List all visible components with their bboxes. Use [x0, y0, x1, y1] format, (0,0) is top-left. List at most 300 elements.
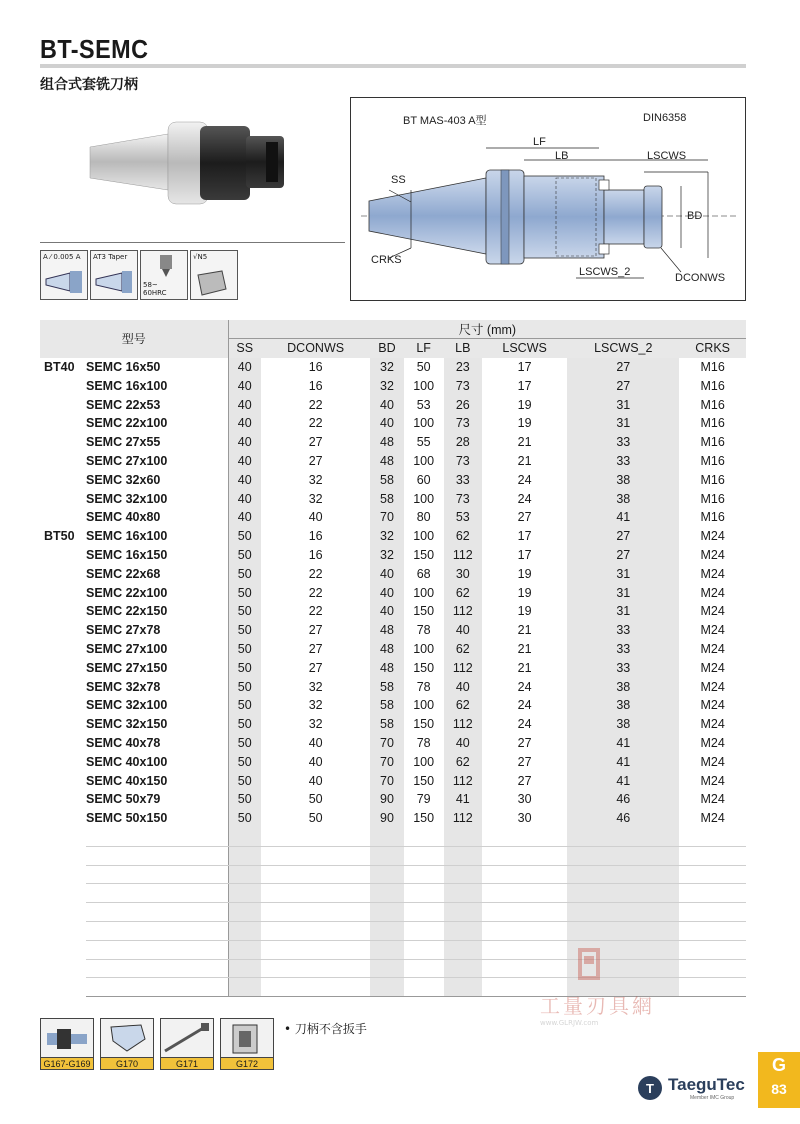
- value-cell: 27: [308, 623, 323, 638]
- series-cell: [40, 602, 86, 621]
- table-row: [40, 358, 746, 377]
- series-cell: [40, 621, 86, 640]
- value-cell: 19: [517, 416, 532, 431]
- model-cell: SEMC 40x78: [86, 735, 161, 750]
- value-cell: 40: [444, 621, 482, 640]
- table-row: [40, 583, 746, 602]
- value-cell: M16: [700, 453, 725, 468]
- series-cell: [40, 564, 86, 583]
- table-row: [40, 752, 746, 771]
- value-cell: 19: [517, 566, 532, 581]
- technical-drawing: [350, 97, 746, 301]
- value-cell: 40: [444, 734, 482, 753]
- value-cell: 40: [308, 773, 323, 788]
- value-cell: 27: [567, 358, 679, 377]
- table-row: [40, 433, 746, 452]
- value-cell: 40: [370, 583, 403, 602]
- value-cell: 40: [308, 510, 323, 525]
- value-cell: 112: [444, 546, 482, 565]
- value-cell: 50: [228, 809, 261, 828]
- empty-row: [40, 846, 746, 865]
- standard-label: BT MAS-403 A型: [403, 115, 487, 127]
- drawing-svg: [351, 98, 745, 300]
- value-cell: M24: [700, 566, 725, 581]
- value-cell: 23: [444, 358, 482, 377]
- model-cell: SEMC 32x100: [86, 491, 168, 506]
- accessory-row: [40, 1018, 274, 1070]
- note-text: • 刀柄不含扳手: [284, 1022, 367, 1036]
- empty-row: [40, 884, 746, 903]
- value-cell: 150: [413, 773, 435, 788]
- value-cell: 31: [567, 583, 679, 602]
- dimension-table: [40, 320, 746, 997]
- empty-row: [40, 828, 746, 847]
- value-cell: M24: [700, 679, 725, 694]
- lb-label: LB: [555, 150, 569, 162]
- value-cell: 24: [517, 698, 532, 713]
- value-cell: 40: [370, 395, 403, 414]
- value-cell: 17: [517, 378, 532, 393]
- table-row: [40, 658, 746, 677]
- value-cell: 26: [444, 395, 482, 414]
- lf-label: LF: [533, 136, 546, 148]
- model-cell: SEMC 27x55: [86, 435, 161, 450]
- value-cell: 41: [567, 771, 679, 790]
- table-row: [40, 809, 746, 828]
- svg-text:T: T: [646, 1081, 654, 1096]
- value-cell: 22: [308, 397, 323, 412]
- value-cell: 32: [370, 376, 403, 395]
- table-row: [40, 376, 746, 395]
- value-cell: 48: [370, 658, 403, 677]
- value-cell: 53: [444, 508, 482, 527]
- model-cell: SEMC 40x100: [86, 754, 168, 769]
- value-cell: 150: [413, 717, 435, 732]
- series-cell: [40, 452, 86, 471]
- accessory-item[interactable]: G170: [100, 1018, 154, 1070]
- value-cell: 50: [228, 677, 261, 696]
- value-cell: 100: [413, 453, 435, 468]
- value-cell: 22: [308, 416, 323, 431]
- value-cell: 27: [567, 546, 679, 565]
- value-cell: 90: [370, 809, 403, 828]
- model-cell: SEMC 32x100: [86, 698, 168, 713]
- value-cell: 112: [444, 809, 482, 828]
- model-cell: SEMC 22x68: [86, 566, 161, 581]
- value-cell: 40: [370, 414, 403, 433]
- accessory-item[interactable]: G167-G169: [40, 1018, 94, 1070]
- series-cell: [40, 715, 86, 734]
- value-cell: 70: [370, 771, 403, 790]
- value-cell: 41: [444, 790, 482, 809]
- value-cell: 100: [413, 378, 435, 393]
- value-cell: 27: [308, 435, 323, 450]
- series-cell: [40, 470, 86, 489]
- value-cell: 33: [567, 433, 679, 452]
- column-header: LB: [444, 339, 482, 358]
- value-cell: 46: [567, 790, 679, 809]
- table-row: [40, 771, 746, 790]
- table-row: [40, 546, 746, 565]
- table-row: [40, 696, 746, 715]
- series-cell: [40, 771, 86, 790]
- model-cell: SEMC 27x78: [86, 623, 161, 638]
- value-cell: M16: [700, 435, 725, 450]
- model-cell: SEMC 22x53: [86, 397, 161, 412]
- value-cell: 40: [308, 754, 323, 769]
- table-row: [40, 508, 746, 527]
- dimension-header: 尺寸 (mm): [228, 320, 746, 339]
- value-cell: 100: [413, 698, 435, 713]
- value-cell: 40: [228, 470, 261, 489]
- value-cell: 31: [567, 564, 679, 583]
- value-cell: 50: [228, 771, 261, 790]
- value-cell: 79: [416, 792, 431, 807]
- table-row: [40, 677, 746, 696]
- column-header: SS: [228, 339, 261, 358]
- empty-row: [40, 922, 746, 941]
- column-header: LF: [404, 339, 444, 358]
- model-cell: SEMC 27x150: [86, 660, 168, 675]
- value-cell: 33: [567, 640, 679, 659]
- value-cell: 24: [517, 472, 532, 487]
- value-cell: 50: [228, 546, 261, 565]
- value-cell: 38: [567, 470, 679, 489]
- series-cell: [40, 489, 86, 508]
- model-cell: SEMC 32x78: [86, 679, 161, 694]
- value-cell: 16: [308, 359, 323, 374]
- value-cell: 70: [370, 508, 403, 527]
- value-cell: M16: [700, 416, 725, 431]
- value-cell: 31: [567, 395, 679, 414]
- series-cell: [40, 734, 86, 753]
- value-cell: 48: [370, 452, 403, 471]
- value-cell: 46: [567, 809, 679, 828]
- value-cell: M24: [700, 604, 725, 619]
- value-cell: M16: [700, 491, 725, 506]
- value-cell: 24: [517, 491, 532, 506]
- value-cell: 31: [567, 414, 679, 433]
- value-cell: 38: [567, 677, 679, 696]
- value-cell: 16: [308, 378, 323, 393]
- value-cell: 40: [228, 376, 261, 395]
- value-cell: 40: [228, 452, 261, 471]
- value-cell: 100: [413, 585, 435, 600]
- value-cell: 50: [228, 583, 261, 602]
- empty-row: [40, 865, 746, 884]
- table-row: [40, 734, 746, 753]
- series-cell: [40, 809, 86, 828]
- value-cell: 100: [413, 416, 435, 431]
- value-cell: M24: [700, 735, 725, 750]
- value-cell: M16: [700, 472, 725, 487]
- value-cell: 48: [370, 640, 403, 659]
- accessory-item[interactable]: G172: [220, 1018, 274, 1070]
- hardness-icon: 58~ 60HRC: [140, 250, 188, 300]
- value-cell: 16: [308, 547, 323, 562]
- value-cell: 38: [567, 715, 679, 734]
- value-cell: 22: [308, 604, 323, 619]
- value-cell: 90: [370, 790, 403, 809]
- column-header: BD: [370, 339, 403, 358]
- value-cell: M24: [700, 698, 725, 713]
- value-cell: 19: [517, 397, 532, 412]
- table-row: [40, 489, 746, 508]
- value-cell: 60: [416, 472, 431, 487]
- value-cell: 78: [416, 735, 431, 750]
- value-cell: 48: [370, 621, 403, 640]
- value-cell: M24: [700, 717, 725, 732]
- table-row: [40, 414, 746, 433]
- value-cell: 50: [228, 640, 261, 659]
- key-wrench-icon: [161, 1019, 213, 1057]
- value-cell: 32: [308, 679, 323, 694]
- value-cell: M16: [700, 359, 725, 374]
- model-cell: SEMC 16x150: [86, 547, 168, 562]
- value-cell: 27: [308, 641, 323, 656]
- value-cell: 73: [444, 489, 482, 508]
- value-cell: 27: [308, 660, 323, 675]
- value-cell: 32: [370, 546, 403, 565]
- column-header: DCONWS: [261, 339, 370, 358]
- value-cell: 73: [444, 414, 482, 433]
- series-cell: [40, 583, 86, 602]
- value-cell: 62: [444, 696, 482, 715]
- series-cell: [40, 395, 86, 414]
- crks-label: CRKS: [371, 254, 402, 266]
- column-header: CRKS: [679, 339, 746, 358]
- value-cell: 33: [567, 452, 679, 471]
- value-cell: 40: [370, 564, 403, 583]
- value-cell: M16: [700, 397, 725, 412]
- spec-icon-row: [40, 250, 238, 300]
- value-cell: 41: [567, 734, 679, 753]
- value-cell: 100: [413, 529, 435, 544]
- value-cell: 41: [567, 508, 679, 527]
- value-cell: 78: [416, 623, 431, 638]
- value-cell: 27: [567, 376, 679, 395]
- value-cell: 38: [567, 489, 679, 508]
- value-cell: 17: [517, 529, 532, 544]
- value-cell: 50: [308, 792, 323, 807]
- value-cell: M24: [700, 660, 725, 675]
- value-cell: 50: [228, 658, 261, 677]
- value-cell: M24: [700, 529, 725, 544]
- watermark-logo-icon: [540, 946, 600, 986]
- value-cell: 28: [444, 433, 482, 452]
- series-cell: [40, 546, 86, 565]
- value-cell: 40: [228, 358, 261, 377]
- value-cell: M24: [700, 585, 725, 600]
- table-body: [40, 358, 746, 997]
- value-cell: 50: [228, 602, 261, 621]
- model-cell: SEMC 32x60: [86, 472, 161, 487]
- value-cell: 30: [444, 564, 482, 583]
- value-cell: 50: [228, 790, 261, 809]
- taper-icon: AT3 Taper: [90, 250, 138, 300]
- value-cell: 27: [517, 773, 532, 788]
- accessory-item[interactable]: G171: [160, 1018, 214, 1070]
- model-cell: SEMC 22x100: [86, 585, 168, 600]
- value-cell: M24: [700, 792, 725, 807]
- value-cell: 40: [228, 508, 261, 527]
- value-cell: 112: [444, 715, 482, 734]
- value-cell: 100: [413, 491, 435, 506]
- value-cell: 58: [370, 489, 403, 508]
- value-cell: 31: [567, 602, 679, 621]
- model-cell: SEMC 40x80: [86, 510, 161, 525]
- value-cell: 27: [517, 754, 532, 769]
- value-cell: 68: [416, 566, 431, 581]
- value-cell: 50: [228, 564, 261, 583]
- table-row: [40, 470, 746, 489]
- value-cell: 50: [228, 527, 261, 546]
- value-cell: 62: [444, 640, 482, 659]
- value-cell: 50: [228, 715, 261, 734]
- table-row: [40, 452, 746, 471]
- tool-holder-photo: [88, 112, 298, 212]
- value-cell: 27: [517, 735, 532, 750]
- page-tab: G 83: [758, 1052, 800, 1108]
- value-cell: 40: [228, 433, 261, 452]
- table-row: [40, 395, 746, 414]
- series-cell: [40, 752, 86, 771]
- value-cell: 78: [416, 679, 431, 694]
- value-cell: 70: [370, 752, 403, 771]
- value-cell: 112: [444, 771, 482, 790]
- value-cell: 150: [413, 660, 435, 675]
- value-cell: 33: [567, 621, 679, 640]
- value-cell: 62: [444, 527, 482, 546]
- value-cell: 32: [308, 491, 323, 506]
- value-cell: 100: [413, 641, 435, 656]
- taegutec-logo-icon: [636, 1074, 664, 1102]
- series-cell: [40, 658, 86, 677]
- series-cell: [40, 414, 86, 433]
- value-cell: M24: [700, 811, 725, 826]
- spec-icons-rule: [40, 242, 345, 243]
- value-cell: 22: [308, 585, 323, 600]
- value-cell: 40: [228, 489, 261, 508]
- runout-icon: A ⁄ 0.005 A: [40, 250, 88, 300]
- value-cell: 112: [444, 602, 482, 621]
- value-cell: M24: [700, 641, 725, 656]
- table-row: [40, 640, 746, 659]
- value-cell: 32: [370, 358, 403, 377]
- value-cell: 58: [370, 677, 403, 696]
- value-cell: 32: [370, 527, 403, 546]
- value-cell: 50: [416, 359, 431, 374]
- value-cell: 62: [444, 583, 482, 602]
- value-cell: 40: [444, 677, 482, 696]
- value-cell: 50: [228, 621, 261, 640]
- lscws-label: LSCWS: [647, 150, 687, 162]
- value-cell: 24: [517, 679, 532, 694]
- wrench-head-icon: [101, 1019, 153, 1057]
- column-header: LSCWS: [482, 339, 567, 358]
- value-cell: 24: [517, 717, 532, 732]
- value-cell: 150: [413, 547, 435, 562]
- model-header: 型号: [40, 320, 228, 358]
- value-cell: 21: [517, 435, 532, 450]
- value-cell: 55: [416, 435, 431, 450]
- table-row: [40, 564, 746, 583]
- value-cell: M16: [700, 378, 725, 393]
- value-cell: 40: [228, 414, 261, 433]
- series-cell: BT50: [44, 529, 75, 544]
- value-cell: 21: [517, 453, 532, 468]
- value-cell: 40: [228, 395, 261, 414]
- model-cell: SEMC 32x150: [86, 717, 168, 732]
- value-cell: 40: [370, 602, 403, 621]
- value-cell: 21: [517, 623, 532, 638]
- series-cell: [40, 376, 86, 395]
- value-cell: M24: [700, 773, 725, 788]
- lscws2-label: LSCWS_2: [579, 266, 631, 278]
- value-cell: 21: [517, 641, 532, 656]
- value-cell: 53: [416, 397, 431, 412]
- value-cell: 70: [370, 734, 403, 753]
- value-cell: M24: [700, 623, 725, 638]
- page-subtitle: 组合式套铣刀柄: [40, 77, 138, 93]
- value-cell: 58: [370, 696, 403, 715]
- ss-label: SS: [391, 174, 406, 186]
- value-cell: 19: [517, 585, 532, 600]
- roughness-icon: √N5: [190, 250, 238, 300]
- model-cell: SEMC 50x79: [86, 792, 161, 807]
- brand-logo: T TaeguTec Member IMC Group: [636, 1074, 745, 1102]
- din-label: DIN6358: [643, 112, 687, 124]
- value-cell: 19: [517, 604, 532, 619]
- table-row: [40, 790, 746, 809]
- value-cell: 73: [444, 376, 482, 395]
- value-cell: M24: [700, 754, 725, 769]
- value-cell: 22: [308, 566, 323, 581]
- table-row: [40, 527, 746, 546]
- value-cell: 21: [517, 660, 532, 675]
- value-cell: 80: [416, 510, 431, 525]
- value-cell: 58: [370, 470, 403, 489]
- model-cell: SEMC 50x150: [86, 811, 168, 826]
- value-cell: 32: [308, 717, 323, 732]
- retention-knob-icon: [41, 1019, 93, 1057]
- value-cell: 41: [567, 752, 679, 771]
- value-cell: 50: [228, 752, 261, 771]
- value-cell: 50: [228, 696, 261, 715]
- series-cell: BT40: [44, 359, 75, 374]
- series-cell: [40, 790, 86, 809]
- value-cell: 112: [444, 658, 482, 677]
- watermark: 工量刃具網 www.GLRJW.com: [540, 946, 655, 1027]
- model-cell: SEMC 27x100: [86, 641, 168, 656]
- value-cell: 50: [228, 734, 261, 753]
- table-row: [40, 602, 746, 621]
- value-cell: 32: [308, 698, 323, 713]
- value-cell: 33: [567, 658, 679, 677]
- value-cell: 17: [517, 359, 532, 374]
- series-cell: [40, 508, 86, 527]
- value-cell: 58: [370, 715, 403, 734]
- dconws-label: DCONWS: [675, 272, 726, 284]
- value-cell: 38: [567, 696, 679, 715]
- value-cell: 48: [370, 433, 403, 452]
- model-cell: SEMC 22x150: [86, 604, 168, 619]
- title-divider: [40, 64, 746, 68]
- value-cell: 16: [308, 529, 323, 544]
- value-cell: 100: [413, 754, 435, 769]
- value-cell: 27: [308, 453, 323, 468]
- series-cell: [40, 433, 86, 452]
